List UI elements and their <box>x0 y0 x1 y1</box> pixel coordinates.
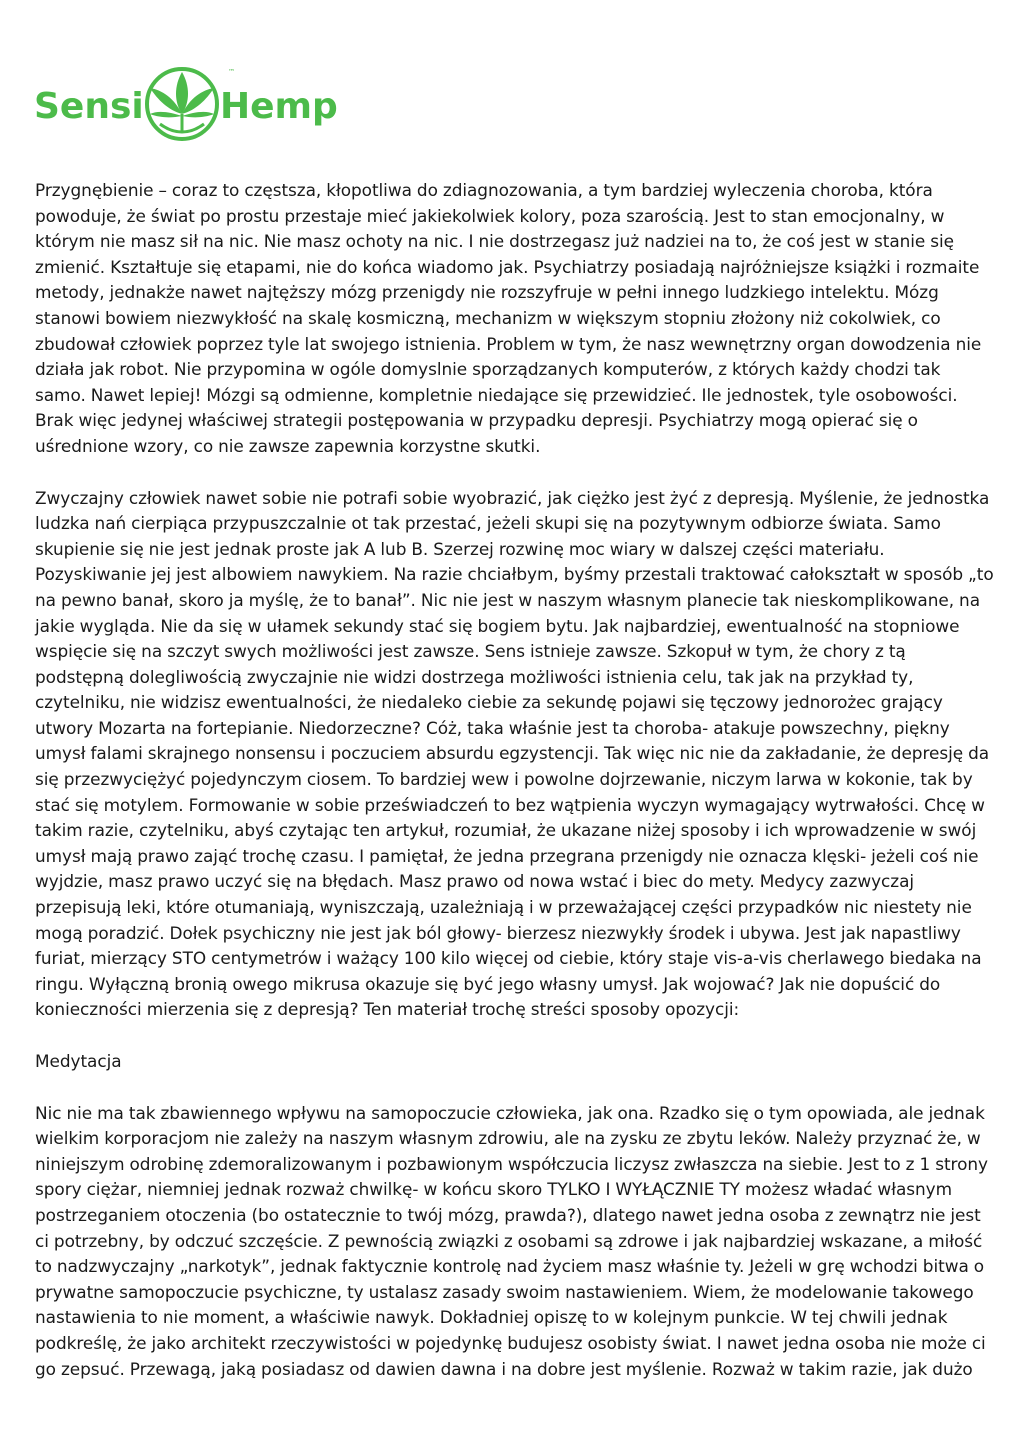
paragraph-meditation: Nic nie ma tak zbawiennego wpływu na samopoczucie człowieka, jak ona. Rzadko się o tym opowiada, ale jednak wielkim korporacjom nie zależy na naszym własnym zdrowiu, ale na zysku ze zbytu leków. Należy przyznać że, w niniejszym odrobinę zdemoralizowanym i pozbawionym współczucia liczysz zwłaszcza na siebie. Jest to z 1 strony spory ciężar, niemniej jednak rozważ chwilkę- w końcu skoro TYLKO I WYŁĄCZNIE TY możesz władać własnym postrzeganiem otoczenia (bo ostatecznie to twój mózg, prawda?), dlatego nawet jedna osoba z zewnątrz nie jest ci potrzebny, by odczuć szczęście. Z pewnością związki z osobami są zdrowe i jak najbardziej wskazane, a miłość to nadzwyczajny „narkotyk”, jednak faktycznie kontrolę nad życiem masz właśnie ty. Jeżeli w grę wchodzi bitwa o prywatne samopoczucie psychiczne, ty ustalasz zasady swoim nastawieniem. Wiem, że modelowanie takowego nastawienia to nie moment, a właściwie nawyk. Dokładniej opiszę to w kolejnym punkcie. W tej chwili jednak podkreślę, że jako architekt rzeczywistości w pojedynkę budujesz osobisty świat. I nawet jedna osoba nie może ci go zepsuć. Przewagą, jaką posiadasz od dawien dawna i na dobre jest myślenie. Rozważ w takim razie, jak dużo <box>35 1102 988 1379</box>
logo-text-right: Hemp <box>220 86 338 127</box>
paragraph-depression: Zwyczajny człowiek nawet sobie nie potrafi sobie wyobrazić, jak ciężko jest żyć z depresją. Myślenie, że jednostka ludzka nań cierpiąca przypuszczalnie ot tak przestać, jeżeli skupi się na pozytywnym odbiorze świata. Samo skupienie się nie jest jednak proste jak A lub B. Szerzej rozwinę moc wiary w dalszej części materiału. Pozyskiwanie jej jest albowiem nawykiem. Na razie chciałbym, byśmy przestali traktować całokształt w sposób „to na pewno banał, skoro ja myślę, że to banał”. Nic nie jest w naszym własnym planecie tak nieskomplikowane, na jakie wygląda. Nie da się w ułamek sekundy stać się bogiem bytu. Jak najbardziej, ewentualność na stopniowe wspięcie się na szczyt swych możliwości jest zawsze. Sens istnieje zawsze. Szkopuł w tym, że chory z tą podstępną dolegliwością zwyczajnie nie widzi dostrzega możliwości istnienia celu, tak jak na przykład ty, czytelniku, nie widzisz ewentualności, że niedaleko ciebie za sekundę pojawi się tęczowy jednorożec grający utwory Mozarta na fortepianie. Niedorzeczne? Cóż, taka właśnie jest ta choroba- atakuje powszechny, piękny umysł falami skrajnego nonsensu i poczuciem absurdu egzystencji. Tak więc nic nie da zakładanie, że depresję da się przezwyciężyć pojedynczym ciosem. To bardziej wew i powolne dojrzewanie, niczym larwa w kokonie, tak by stać się motylem. Formowanie w sobie przeświadczeń to bez wątpienia wyczyn wymagający wytrwałości. Chcę w takim razie, czytelniku, abyś czytając ten artykuł, rozumiał, że ukazane niżej sposoby i ich wprowadzenie w swój umysł mają prawo zająć trochę czasu. I pamiętał, że jedna przegrana przenigdy nie oznacza klęski- jeżeli coś nie wyjdzie, masz prawo uczyć się na błędach. Masz prawo od nowa wstać i biec do mety. Medycy zazwyczaj przepisują leki, które otumaniają, wyniszczają, uzależniają i w przeważającej części przypadków nic niestety nie mogą poradzić. Dołek psychiczny nie jest jak ból głowy- bierzesz niezwykły środek i ubywa. Jest jak napastliwy furiat, mierzący STO centymetrów i ważący 100 kilo więcej od ciebie, który staje vis-a-vis cherlawego biedaka na ringu. Wyłączną bronią owego mikrusa okazuje się być jego własny umysł. Jak wojować? Jak nie dopuścić do konieczności mierzenia się z depresją? Ten materiał trochę streści sposoby opozycji: <box>35 487 994 1020</box>
hemp-leaf-icon <box>147 69 217 139</box>
logo-text-left: Sensi <box>34 86 144 127</box>
article-body <box>35 178 995 1408</box>
sensi-hemp-logo <box>34 58 354 150</box>
section-heading-meditation: Medytacja <box>35 1051 122 1071</box>
paragraph-intro: Przygnębienie – coraz to częstsza, kłopotliwa do zdiagnozowania, a tym bardziej wyleczenia choroba, która powoduje, że świat po prostu przestaje mieć jakiekolwiek kolory, poza szarością. Jest to stan emocjonalny, w którym nie masz sił na nic. Nie masz ochoty na nic. I nie dostrzegasz już nadziei na to, że coś jest w stanie się zmienić. Kształtuje się etapami, nie do końca wiadomo jak. Psychiatrzy posiadają najróżniejsze książki i rozmaite metody, jednakże nawet najtęższy mózg przenigdy nie rozszyfruje w pełni innego ludzkiego intelektu. Mózg stanowi bowiem niezwykłość na skalę kosmiczną, mechanizm w większym stopniu złożony niż cokolwiek, co zbudował człowiek poprzez tyle lat swojego istnienia. Problem w tym, że nasz wewnętrzny organ dowodzenia nie działa jak robot. Nie przypomina w ogóle domyslnie sporządzanych komputerów, z których każdy chodzi tak samo. Nawet lepiej! Mózgi są odmienne, kompletnie niedające się przewidzieć. Ile jednostek, tyle osobowości. Brak więc jedynej właściwej strategii postępowania w przypadku depresji. Psychiatrzy mogą opierać się o uśrednione wzory, co nie zawsze zapewnia korzystne skutki. <box>35 180 982 456</box>
trademark-mark: ™ <box>228 68 235 76</box>
